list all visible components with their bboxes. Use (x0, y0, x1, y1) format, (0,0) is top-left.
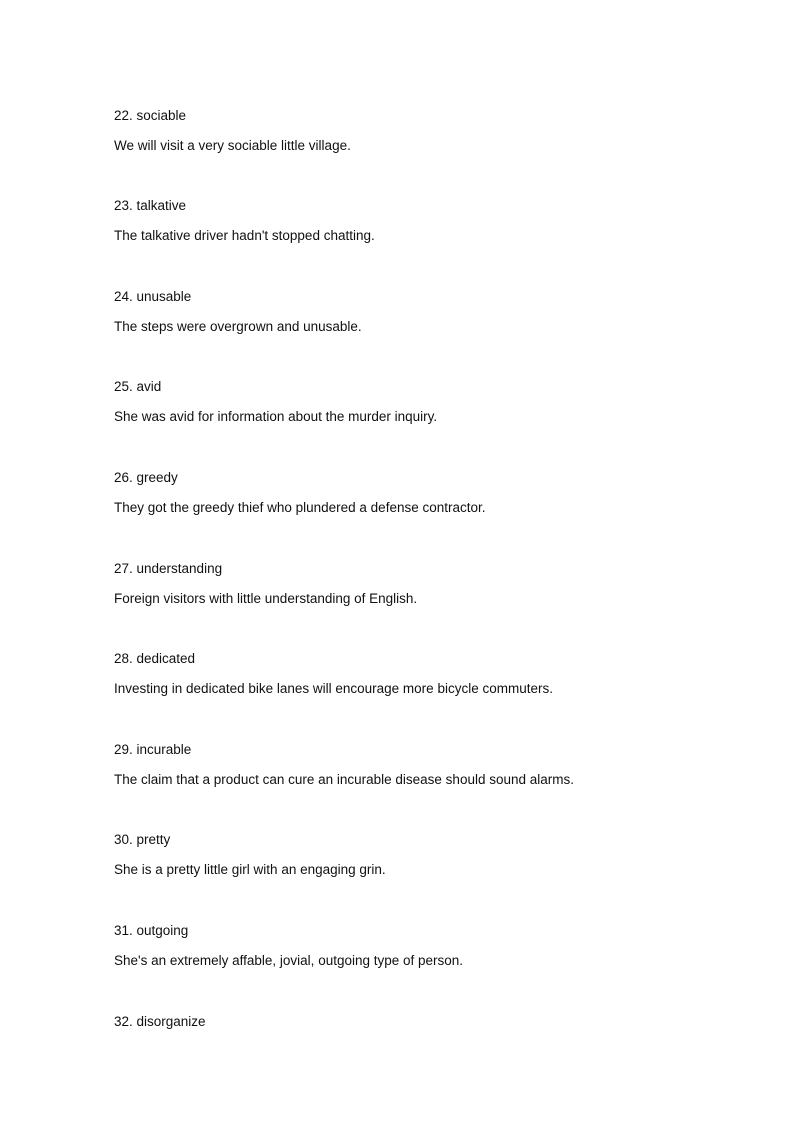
entry-term: 26. greedy (114, 470, 178, 485)
entry-sentence: The claim that a product can cure an incurable disease should sound alarms. (114, 772, 575, 787)
entry-sentence: She's an extremely affable, jovial, outgoing type of person. (114, 953, 464, 968)
entry-sentence: We will visit a very sociable little village. (114, 138, 351, 153)
entry-term: 25. avid (114, 379, 162, 394)
entry-sentence: The steps were overgrown and unusable. (114, 319, 362, 334)
entry-term: 27. understanding (114, 561, 223, 576)
entry-term: 22. sociable (114, 108, 187, 123)
entry-term: 29. incurable (114, 742, 192, 757)
entry-sentence: The talkative driver hadn't stopped chatting. (114, 228, 375, 243)
entry-term: 24. unusable (114, 289, 192, 304)
entry-term: 32. disorganize (114, 1014, 206, 1029)
entry-sentence: Investing in dedicated bike lanes will encourage more bicycle commuters. (114, 681, 553, 696)
entry-sentence: They got the greedy thief who plundered a defense contractor. (114, 500, 486, 515)
entry-term: 31. outgoing (114, 923, 189, 938)
entry-sentence: She was avid for information about the murder inquiry. (114, 409, 438, 424)
entry-sentence: Foreign visitors with little understanding of English. (114, 591, 418, 606)
entry-term: 28. dedicated (114, 651, 196, 666)
entry-sentence: She is a pretty little girl with an engaging grin. (114, 862, 386, 877)
entry-term: 23. talkative (114, 198, 187, 213)
entry-term: 30. pretty (114, 832, 171, 847)
